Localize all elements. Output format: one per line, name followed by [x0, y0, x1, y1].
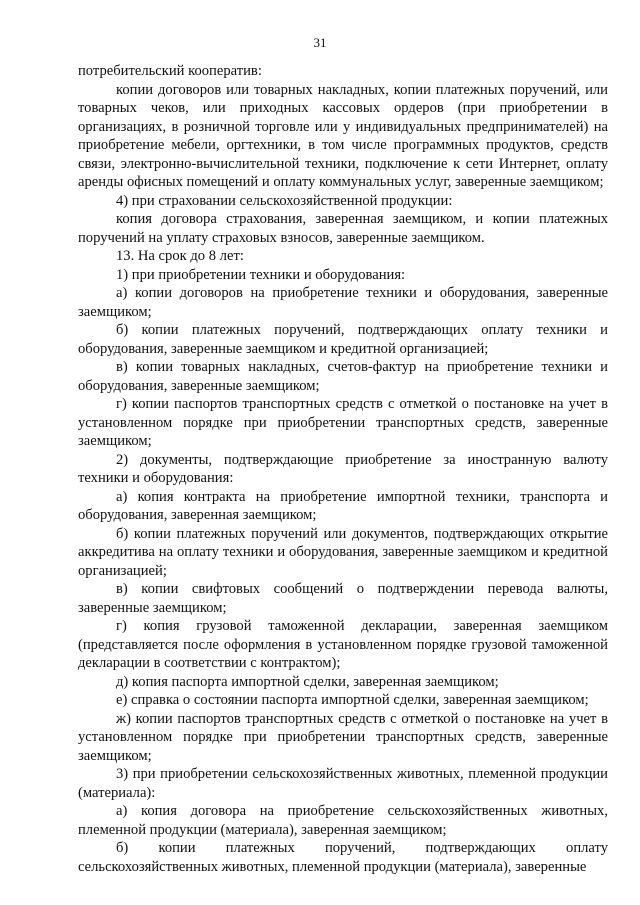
paragraph: г) копия грузовой таможенной декларации, заверенная заемщиком (представляется после оформления в установленном порядке грузовой таможенной декларации в соответствии с контрактом);	[78, 618, 608, 671]
paragraph: в) копии свифтовых сообщений о подтверждении перевода валюты, заверенные заемщиком;	[78, 581, 608, 616]
paragraph: е) справка о состоянии паспорта импортной сделки, заверенная заемщиком;	[116, 692, 589, 708]
paragraph: а) копия договора на приобретение сельскохозяйственных животных, племенной продукции (материала), заверенная заемщиком;	[78, 803, 608, 838]
paragraph: д) копия паспорта импортной сделки, заверенная заемщиком;	[116, 673, 499, 690]
paragraph: б) копии платежных поручений, подтверждающих оплату сельскохозяйственных животных, племенной продукции (материала), заверенные	[78, 840, 608, 875]
paragraph: копия договора страхования, заверенная заемщиком, и копии платежных поручений на уплату страховых взносов, заверенные заемщиком.	[78, 211, 608, 246]
document-body	[78, 62, 608, 876]
paragraph: 3) при приобретении сельскохозяйственных животных, племенной продукции (материала):	[78, 766, 608, 801]
paragraph: 13. На срок до 8 лет:	[116, 248, 244, 264]
paragraph: 4) при страховании сельскохозяйственной продукции:	[116, 192, 453, 209]
paragraph: а) копии договоров на приобретение техники и оборудования, заверенные заемщиком;	[78, 285, 608, 320]
paragraph: 2) документы, подтверждающие приобретение за иностранную валюту техники и оборудования:	[78, 451, 608, 486]
paragraph: а) копия контракта на приобретение импортной техники, транспорта и оборудования, заверенная заемщиком;	[78, 488, 608, 523]
paragraph: копии договоров или товарных накладных, копии платежных поручений, или товарных чеков, или приходных кассовых ордеров (при приобретении в организациях, в розничной торговле или у индивидуальных предпринимателей) на приобретение мебели, оргтехники, в том числе программных продуктов, средств связи, электронно-вычислительной техники, подключение к сети Интернет, оплату аренды офисных помещений и оплату коммунальных услуг, заверенные заемщиком;	[78, 81, 608, 190]
paragraph: б) копии платежных поручений, подтверждающих оплату техники и оборудования, заверенные заемщиком и кредитной организацией;	[78, 322, 608, 357]
page-number: 31	[313, 35, 327, 50]
paragraph: 1) при приобретении техники и оборудования:	[116, 266, 406, 283]
paragraph: ж) копии паспортов транспортных средств с отметкой о постановке на учет в установленном порядке при приобретении транспортных средств, заверенные заемщиком;	[78, 710, 608, 764]
paragraph: в) копии товарных накладных, счетов-фактур на приобретение техники и оборудования, заверенные заемщиком;	[78, 359, 608, 394]
paragraph: г) копии паспортов транспортных средств с отметкой о постановке на учет в установленном порядке при приобретении транспортных средств, заверенные заемщиком;	[78, 396, 608, 449]
paragraph: б) копии платежных поручений или документов, подтверждающих открытие аккредитива на оплату техники и оборудования, заверенные заемщиком и кредитной организацией;	[78, 525, 608, 579]
paragraph: потребительский кооператив:	[78, 63, 262, 79]
